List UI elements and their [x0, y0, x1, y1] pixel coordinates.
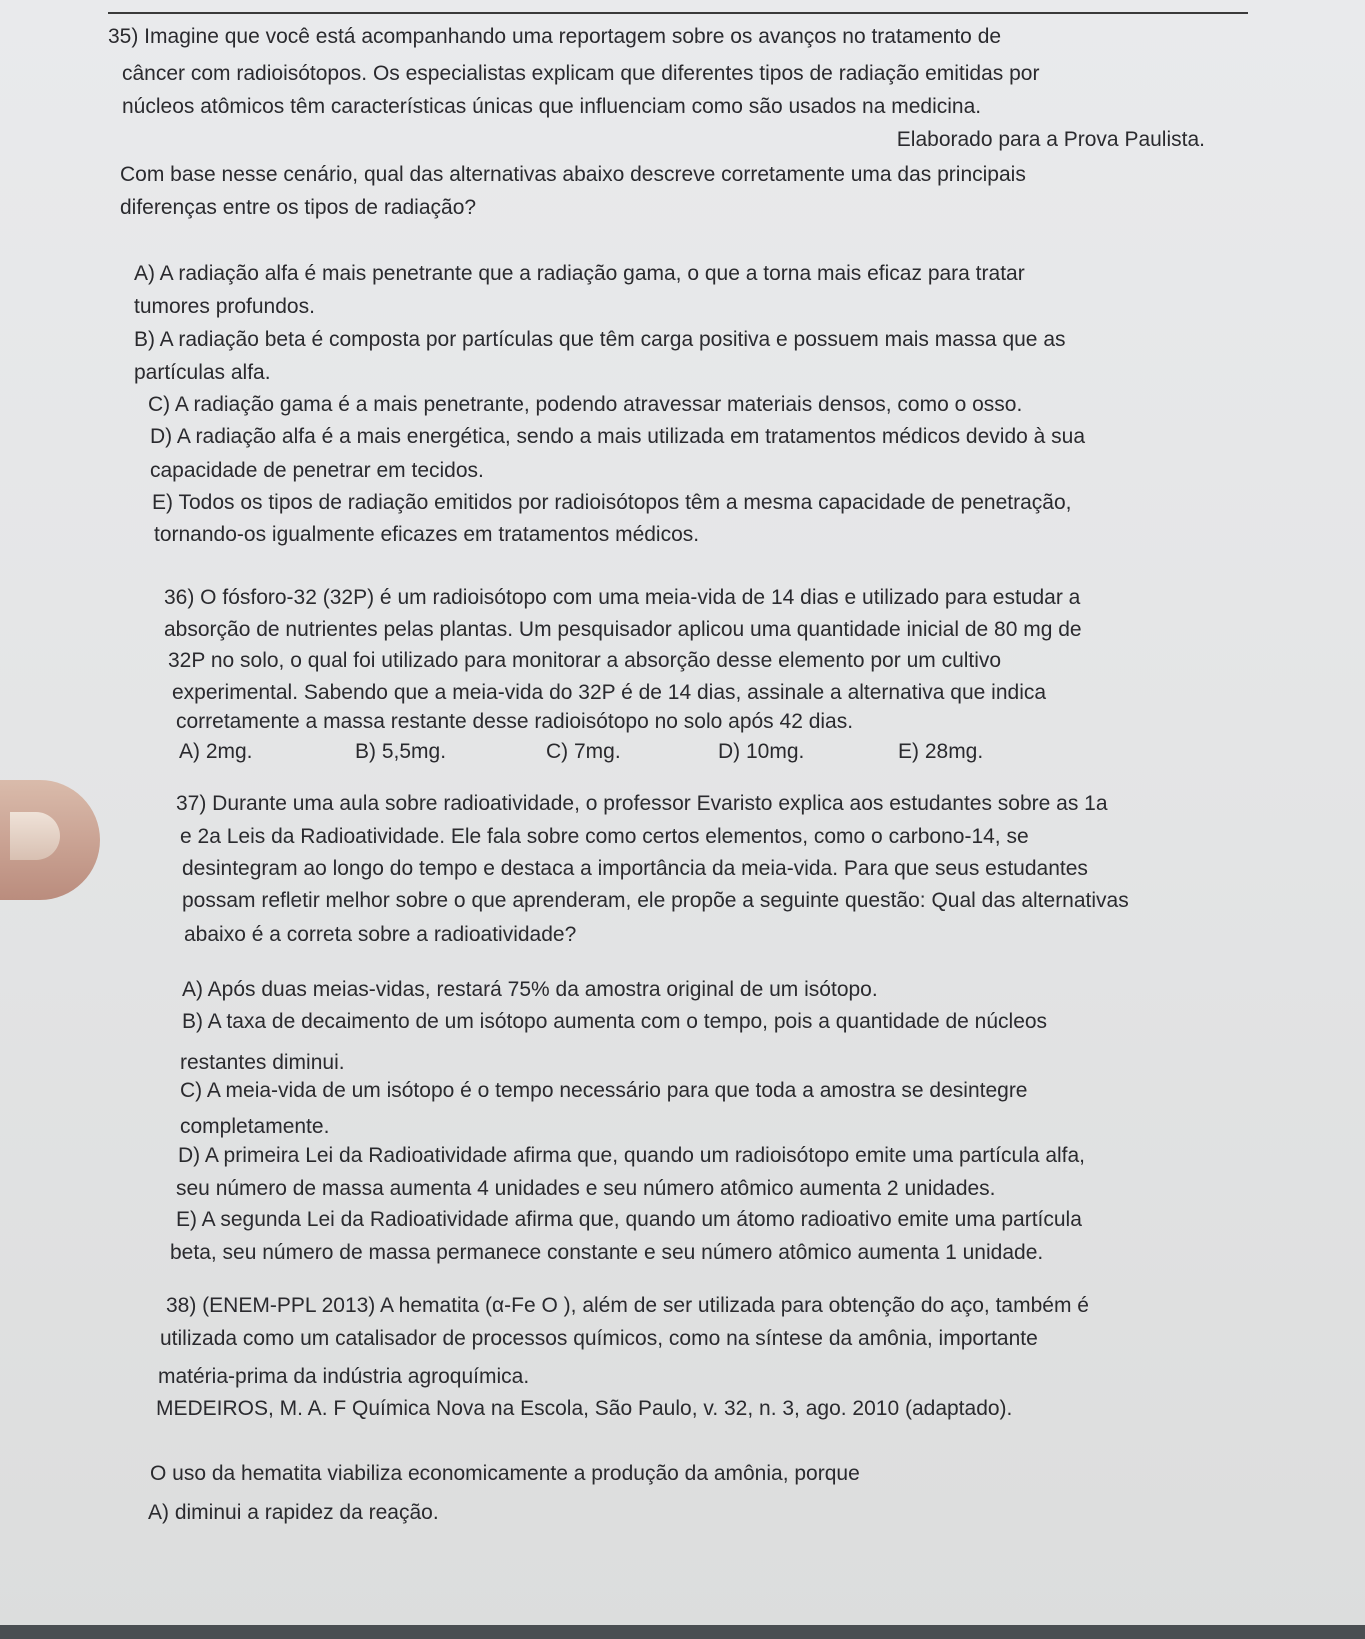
q37-option-b-cont: restantes diminui.	[180, 1051, 345, 1074]
q37-option-d-cont: seu número de massa aumenta 4 unidades e seu número atômico aumenta 2 unidades.	[176, 1177, 996, 1200]
q37-line-2: e 2a Leis da Radioatividade. Ele fala sobre como certos elementos, como o carbono-14, se	[180, 825, 1029, 848]
q35-option-e: E) Todos os tipos de radiação emitidos por radioisótopos têm a mesma capacidade de penetração,	[152, 491, 1072, 514]
q37-option-c-cont: completamente.	[180, 1115, 330, 1138]
q35-option-b: B) A radiação beta é composta por partículas que têm carga positiva e possuem mais massa que as	[134, 328, 1066, 351]
q37-option-b: B) A taxa de decaimento de um isótopo aumenta com o tempo, pois a quantidade de núcleos	[182, 1010, 1048, 1033]
q36-option-e: E) 28mg.	[898, 740, 984, 763]
q35-question-line-2: diferenças entre os tipos de radiação?	[120, 196, 477, 219]
q35-intro-line-2: câncer com radioisótopos. Os especialistas explicam que diferentes tipos de radiação emitidas por	[122, 62, 1040, 85]
q37-line-4: possam refletir melhor sobre o que aprenderam, ele propõe a seguinte questão: Qual das alternativas	[182, 889, 1129, 912]
top-rule	[108, 12, 1248, 14]
q37-option-e: E) A segunda Lei da Radioatividade afirma que, quando um átomo radioativo emite uma partícula	[176, 1208, 1082, 1231]
q36-option-c: C) 7mg.	[546, 740, 621, 763]
q35-intro-line-3: núcleos atômicos têm características únicas que influenciam como são usados na medicina.	[122, 95, 982, 118]
q35-option-a-cont: tumores profundos.	[134, 295, 315, 318]
q36-option-b: B) 5,5mg.	[355, 740, 447, 763]
q37-line-3: desintegram ao longo do tempo e destaca a importância da meia-vida. Para que seus estudantes	[182, 857, 1088, 880]
q36-line-4: experimental. Sabendo que a meia-vida do 32P é de 14 dias, assinale a alternativa que indica	[172, 681, 1047, 704]
q38-line-3: matéria-prima da indústria agroquímica.	[158, 1365, 530, 1388]
q36-line-1: 36) O fósforo-32 (32P) é um radioisótopo com uma meia-vida de 14 dias e utilizado para estudar a	[164, 586, 1081, 609]
q38-line-2: utilizada como um catalisador de processos químicos, como na síntese da amônia, importante	[160, 1327, 1038, 1350]
q35-option-e-cont: tornando-os igualmente eficazes em tratamentos médicos.	[154, 523, 700, 546]
q36-option-d: D) 10mg.	[718, 740, 805, 763]
q35-option-b-cont: partículas alfa.	[134, 361, 271, 384]
q35-source: Elaborado para a Prova Paulista.	[896, 128, 1205, 151]
q35-option-d: D) A radiação alfa é a mais energética, sendo a mais utilizada em tratamentos médicos devido à sua	[150, 425, 1086, 448]
q38-line-1: 38) (ENEM-PPL 2013) A hematita (α-Fe O ), além de ser utilizada para obtenção do aço, também é	[166, 1294, 1089, 1317]
q36-option-a: A) 2mg.	[179, 740, 253, 763]
q38-option-a: A) diminui a rapidez da reação.	[148, 1501, 439, 1524]
q37-line-5: abaixo é a correta sobre a radioatividade?	[184, 923, 577, 946]
q35-question-line-1: Com base nesse cenário, qual das alternativas abaixo descreve corretamente uma das principais	[120, 163, 1026, 186]
q36-line-2: absorção de nutrientes pelas plantas. Um pesquisador aplicou uma quantidade inicial de 80 mg de	[164, 618, 1082, 641]
q37-option-c: C) A meia-vida de um isótopo é o tempo necessário para que toda a amostra se desintegre	[180, 1079, 1028, 1102]
q38-question: O uso da hematita viabiliza economicamente a produção da amônia, porque	[150, 1462, 860, 1485]
q37-option-a: A) Após duas meias-vidas, restará 75% da amostra original de um isótopo.	[182, 978, 878, 1001]
q37-option-e-cont: beta, seu número de massa permanece constante e seu número atômico aumenta 1 unidade.	[170, 1241, 1044, 1264]
q35-option-c: C) A radiação gama é a mais penetrante, podendo atravessar materiais densos, como o osso.	[148, 393, 1023, 416]
q35-option-d-cont: capacidade de penetrar em tecidos.	[150, 459, 484, 482]
q36-line-3: 32P no solo, o qual foi utilizado para monitorar a absorção desse elemento por um cultivo	[168, 649, 1002, 672]
q37-option-d: D) A primeira Lei da Radioatividade afirma que, quando um radioisótopo emite uma partícula alfa,	[178, 1144, 1086, 1167]
q36-line-5: corretamente a massa restante desse radioisótopo no solo após 42 dias.	[176, 710, 854, 733]
q35-intro-line-1: 35) Imagine que você está acompanhando uma reportagem sobre os avanços no tratamento de	[108, 25, 1002, 48]
q38-citation: MEDEIROS, M. A. F Química Nova na Escola, São Paulo, v. 32, n. 3, ago. 2010 (adaptado).	[156, 1397, 1013, 1420]
fingernail-image	[10, 812, 60, 860]
q35-option-a: A) A radiação alfa é mais penetrante que a radiação gama, o que a torna mais eficaz para tratar	[134, 262, 1025, 285]
q37-line-1: 37) Durante uma aula sobre radioatividade, o professor Evaristo explica aos estudantes sobre as 1a	[176, 792, 1108, 815]
bottom-edge	[0, 1625, 1365, 1639]
